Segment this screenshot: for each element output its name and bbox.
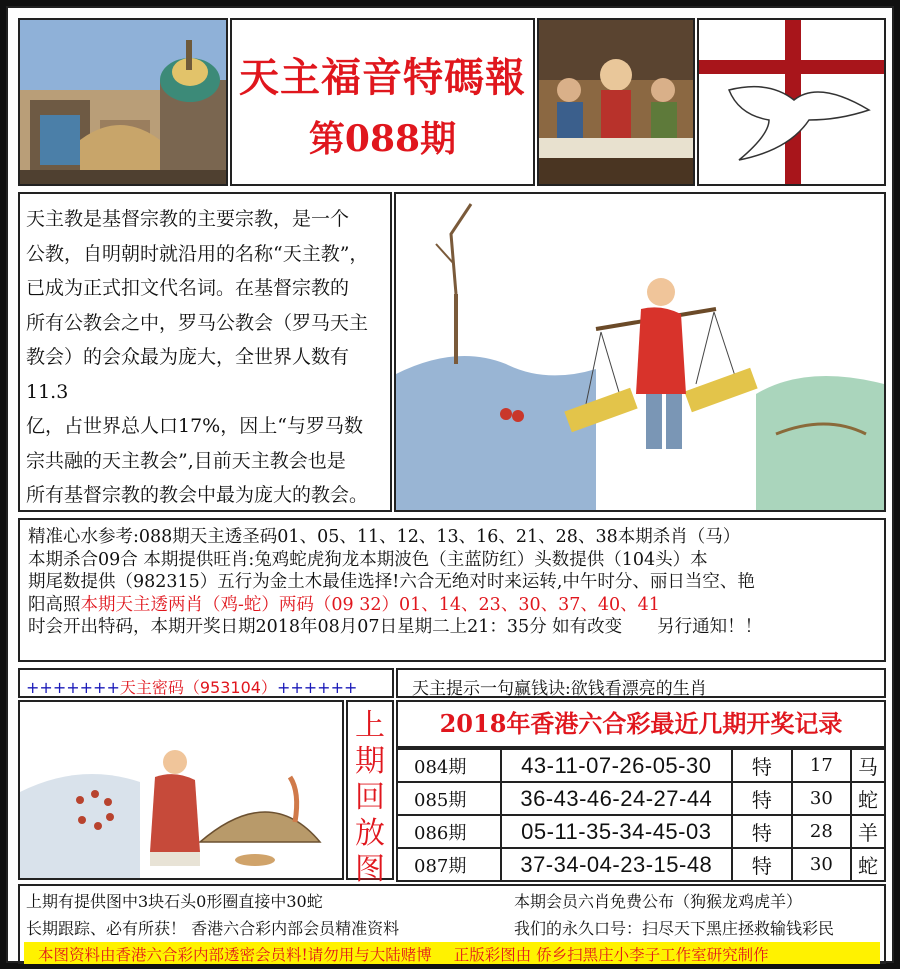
numbers-cell: 43-11-07-26-05-30 bbox=[501, 749, 733, 782]
zodiac-cell: 羊 bbox=[851, 815, 885, 848]
prev-label-char: 回 bbox=[355, 780, 385, 815]
special-number-cell: 30 bbox=[792, 848, 852, 881]
secret-code-label: 天主密码（953104） bbox=[119, 678, 277, 697]
intro-line: 天主教是基督宗教的主要宗教，是一个 bbox=[26, 208, 350, 230]
intro-paragraph bbox=[18, 192, 392, 512]
intro-line: 所有公教会之中，罗马公教会（罗马天主 bbox=[26, 311, 369, 334]
footer bbox=[18, 884, 886, 964]
table-row bbox=[397, 749, 885, 782]
intro-line: 教会）的会众最为庞大，全世界人数有11.3 bbox=[26, 346, 350, 403]
intro-line: 已成为正式扣文代名词。在基督宗教的 bbox=[26, 277, 350, 299]
issue-cell: 085期 bbox=[397, 782, 501, 815]
numbers-cell: 05-11-35-34-45-03 bbox=[501, 815, 733, 848]
special-number-cell: 17 bbox=[792, 749, 852, 782]
intro-line: 亿，占世界总人口17%，因上“与罗马数 bbox=[26, 415, 363, 437]
newspaper-page bbox=[6, 6, 894, 963]
disclaimer-text: 本图资料由香港六合彩内部透密会员料!请勿用与大陆赌博 bbox=[38, 946, 432, 964]
cathedral-image bbox=[18, 18, 228, 186]
porter-illustration bbox=[394, 192, 886, 512]
footer-note: 本期会员六肖免费公布（狗猴龙鸡虎羊） bbox=[514, 892, 803, 911]
zodiac-cell: 马 bbox=[851, 749, 885, 782]
issue-cell: 087期 bbox=[397, 848, 501, 881]
masthead bbox=[230, 18, 535, 186]
special-number-cell: 30 bbox=[792, 782, 852, 815]
tips-block bbox=[18, 518, 886, 662]
intro-line: 公教，自明朝时就沿用的名称“天主教”， bbox=[26, 242, 369, 265]
zodiac-cell: 蛇 bbox=[851, 782, 885, 815]
code-prefix: +++++++ bbox=[26, 678, 120, 697]
footer-slogan: 我们的永久口号：扫尽天下黑庄拯救输钱彩民 bbox=[514, 919, 835, 938]
special-mark-cell: 特 bbox=[732, 782, 792, 815]
footer-disclaimer bbox=[24, 942, 880, 964]
footer-note: 长期跟踪、必有所获！ 香港六合彩内部会员精准资料 bbox=[26, 919, 400, 938]
tips-line: 本期杀合09合 本期提供旺肖:兔鸡蛇虎狗龙本期波色（主蓝防红）头数提供（104头）本 bbox=[28, 549, 708, 570]
code-suffix: ++++++ bbox=[276, 678, 358, 697]
special-mark-cell: 特 bbox=[732, 749, 792, 782]
special-mark-cell: 特 bbox=[732, 848, 792, 881]
issue-cell: 084期 bbox=[397, 749, 501, 782]
prev-label-char: 期 bbox=[355, 744, 385, 779]
records-table bbox=[396, 748, 886, 882]
cross-dove-image bbox=[697, 18, 886, 186]
tips-line: 精准心水参考:088期天主透圣码01、05、11、12、13、16、21、28、38本期杀肖（马） bbox=[28, 527, 741, 547]
tips-highlight: 本期天主透两肖（鸡-蛇）两码（09 32）01、14、23、30、37、40、41 bbox=[80, 594, 660, 615]
tips-line: 期尾数提供（982315）五行为金土木最佳选择!六合无绝对时来运转,中午时分、丽日当空、艳 bbox=[28, 572, 755, 592]
credit-text: 正版彩图由 侨乡扫黑庄小李子工作室研究制作 bbox=[453, 946, 769, 964]
secret-code-bar bbox=[18, 668, 394, 698]
footer-note: 上期有提供图中3块石头0形圈直接中30蛇 bbox=[26, 892, 323, 911]
prev-label-char: 上 bbox=[355, 708, 385, 743]
table-row bbox=[397, 815, 885, 848]
tips-line: 时会开出特码，本期开奖日期2018年08月07日星期二上21：35分 如有改变 另行通知！！ bbox=[28, 617, 763, 637]
previous-replay-label bbox=[346, 700, 394, 887]
prev-label-char: 图 bbox=[355, 852, 385, 887]
numbers-cell: 36-43-46-24-27-44 bbox=[501, 782, 733, 815]
issue-number: 第088期 bbox=[308, 118, 457, 160]
tips-line bbox=[28, 594, 876, 617]
table-row bbox=[397, 848, 885, 881]
table-row bbox=[397, 782, 885, 815]
tips-text: 阳高照 bbox=[28, 594, 81, 615]
issue-cell: 086期 bbox=[397, 815, 501, 848]
special-number-cell: 28 bbox=[792, 815, 852, 848]
intro-line: 所有基督宗教的教会中最为庞大的教会。 bbox=[26, 484, 369, 506]
zodiac-cell: 蛇 bbox=[851, 848, 885, 881]
special-mark-cell: 特 bbox=[732, 815, 792, 848]
last-supper-image bbox=[537, 18, 695, 186]
previous-issue-illustration bbox=[18, 700, 344, 880]
masthead-title: 天主福音特碼報 bbox=[239, 54, 526, 101]
prev-label-char: 放 bbox=[355, 816, 385, 851]
numbers-cell: 37-34-04-23-15-48 bbox=[501, 848, 733, 881]
intro-line: 宗共融的天主教会”,目前天主教会也是 bbox=[26, 449, 346, 472]
records-title: 2018年香港六合彩最近几期开奖记录 bbox=[396, 700, 886, 748]
hint-bar: 天主提示一句赢钱诀:欲钱看漂亮的生肖 bbox=[396, 668, 886, 698]
